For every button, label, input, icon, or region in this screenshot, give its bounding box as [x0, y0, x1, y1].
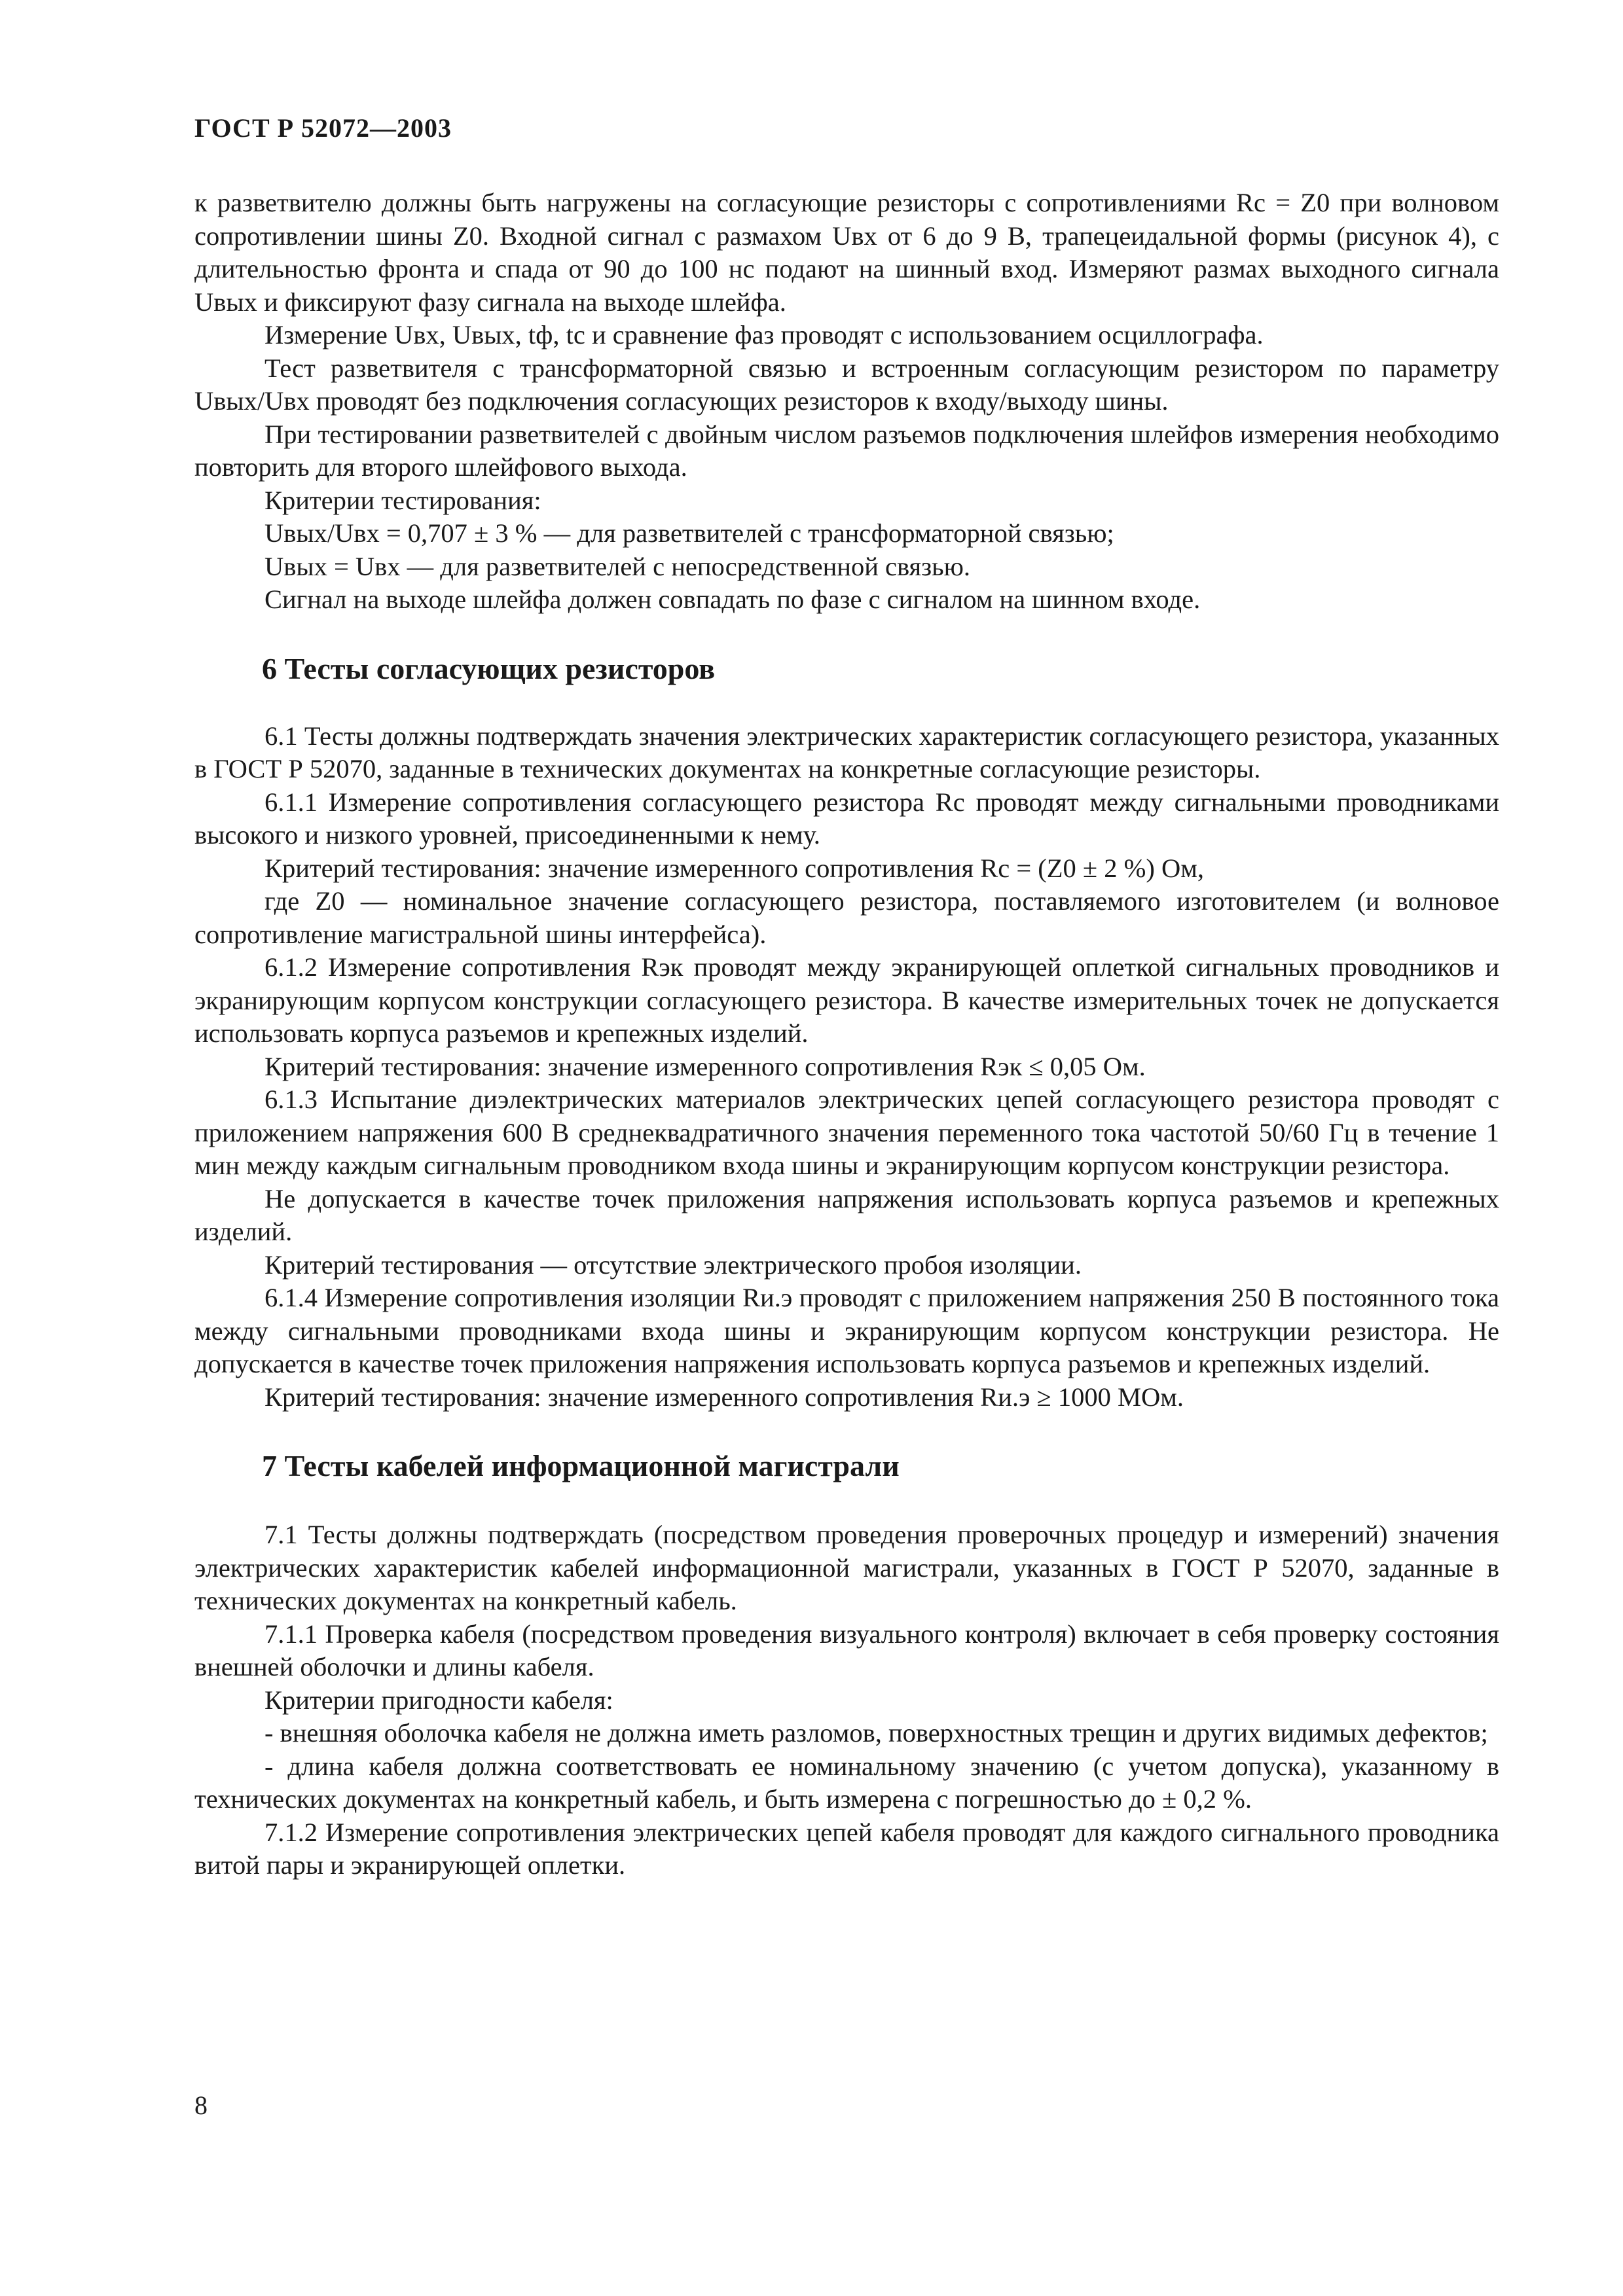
paragraph: Uвых/Uвх = 0,707 ± 3 % — для разветвителей с трансформаторной связью;	[264, 518, 1114, 548]
section-6-heading: 6 Тесты согласующих резисторов	[262, 651, 716, 685]
paragraph: Критерий тестирования: значение измеренного сопротивления Rи.э ≥ 1000 МОм.	[264, 1382, 1184, 1412]
paragraph: Критерии тестирования:	[264, 485, 541, 515]
paragraph: 6.1.1 Измерение сопротивления согласующего резистора Rc проводят между сигнальными проводниками высокого и низкого уровней, присоединенными к нему.	[194, 787, 1499, 850]
paragraph: Не допускается в качестве точек приложения напряжения использовать корпуса разъемов и крепежных изделий.	[194, 1183, 1499, 1246]
paragraph: к разветвителю должны быть нагружены на согласующие резисторы с сопротивлениями Rc = Z0 при волновом сопротивлении шины Z0. Входной сигнал с размахом Uвх от 6 до 9 В, трапецеидальной формы (рисунок 4), с длительностью фронта и спада от 90 до 100 нс подают на шинный вход. Измеряют размах выходного сигнала Uвых и фиксируют фазу сигнала на выходе шлейфа.	[194, 188, 1499, 317]
paragraph: Критерий тестирования: значение измеренного сопротивления Rc = (Z0 ± 2 %) Ом,	[264, 853, 1204, 883]
paragraph: 6.1 Тесты должны подтверждать значения электрических характеристик согласующего резистора, указанных в ГОСТ Р 52070, заданные в технических документах на конкретные согласующие резисторы.	[194, 721, 1499, 783]
paragraph: Тест разветвителя с трансформаторной связью и встроенным согласующим резистором по параметру Uвых/Uвх проводят без подключения согласующих резисторов к входу/выходу шины.	[194, 353, 1499, 416]
document-header: ГОСТ Р 52072—2003	[194, 113, 452, 143]
paragraph: где Z0 — номинальное значение согласующего резистора, поставляемого изготовителем (и волновое сопротивление магистральной шины интерфейса).	[194, 886, 1499, 949]
paragraph: Критерии пригодности кабеля:	[264, 1685, 613, 1715]
paragraph: 7.1.2 Измерение сопротивления электрических цепей кабеля проводят для каждого сигнального проводника витой пары и экранирующей оплетки.	[194, 1817, 1499, 1880]
paragraph: 6.1.3 Испытание диэлектрических материалов электрических цепей согласующего резистора проводят с приложением напряжения 600 В среднеквадратичного значения переменного тока частотой 50/60 Гц в течение 1 мин между каждым сигнальным проводником входа шины и экранирующим корпусом конструкции резистора.	[194, 1085, 1499, 1180]
paragraph: 6.1.4 Измерение сопротивления изоляции Rи.э проводят с приложением напряжения 250 В постоянного тока между сигнальными проводниками входа шины и экранирующим корпусом конструкции резистора. Не допускается в качестве точек приложения напряжения использовать корпуса разъемов и крепежных изделий.	[194, 1283, 1499, 1378]
paragraph: Uвых = Uвх — для разветвителей с непосредственной связью.	[264, 551, 971, 581]
section-7-heading: 7 Тесты кабелей информационной магистрали	[262, 1449, 900, 1482]
paragraph: - длина кабеля должна соответствовать ее номинальному значению (с учетом допуска), указанному в технических документах на конкретный кабель, и быть измерена с погрешностью до ± 0,2 %.	[194, 1751, 1499, 1814]
paragraph: 7.1 Тесты должны подтверждать (посредством проведения проверочных процедур и измерений) значения электрических характеристик кабелей информационной магистрали, указанных в ГОСТ Р 52070, заданные в технических документах на конкретный кабель.	[194, 1520, 1499, 1615]
page-number: 8	[194, 2090, 208, 2120]
paragraph: Критерий тестирования: значение измеренного сопротивления Rэк ≤ 0,05 Ом.	[264, 1051, 1146, 1081]
document-body	[194, 187, 1499, 1882]
paragraph: Измерение Uвх, Uвых, tф, tc и сравнение фаз проводят с использованием осциллографа.	[264, 320, 1264, 350]
paragraph: 6.1.2 Измерение сопротивления Rэк проводят между экранирующей оплеткой сигнальных проводников и экранирующим корпусом конструкции согласующего резистора. В качестве измерительных точек не допускается использовать корпуса разъемов и крепежных изделий.	[194, 952, 1499, 1048]
paragraph: - внешняя оболочка кабеля не должна иметь разломов, поверхностных трещин и других видимых дефектов;	[264, 1718, 1488, 1748]
paragraph: Сигнал на выходе шлейфа должен совпадать по фазе с сигналом на шинном входе.	[264, 584, 1201, 614]
paragraph: 7.1.1 Проверка кабеля (посредством проведения визуального контроля) включает в себя проверку состояния внешней оболочки и длины кабеля.	[194, 1619, 1499, 1681]
paragraph: При тестировании разветвителей с двойным числом разъемов подключения шлейфов измерения необходимо повторить для второго шлейфового выхода.	[194, 419, 1499, 482]
paragraph: Критерий тестирования — отсутствие электрического пробоя изоляции.	[264, 1249, 1082, 1280]
